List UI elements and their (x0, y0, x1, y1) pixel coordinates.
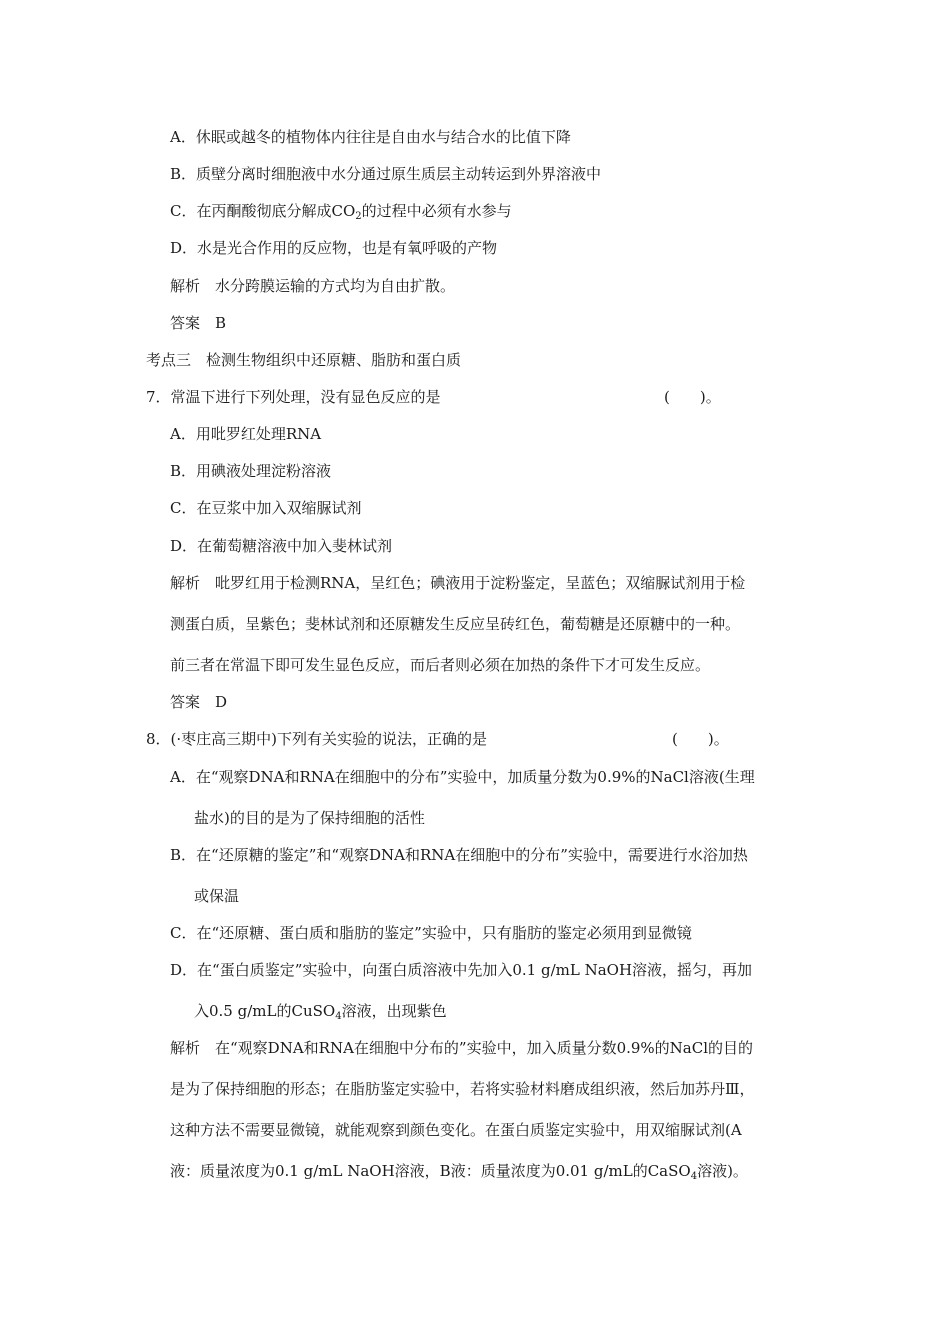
q8-option-d-cont (194, 1001, 447, 1021)
q7-answer: 答案 D (170, 693, 228, 711)
q7-stem: 7．常温下进行下列处理，没有显色反应的是 (146, 388, 441, 406)
q7-option-a: A．用吡罗红处理RNA (170, 425, 322, 443)
q8-option-d-cont-text-end: 溶液，出现紫色 (341, 1002, 447, 1020)
q6-option-c-text-end: 的过程中必须有水参与 (361, 202, 512, 220)
q6-option-a: A．休眠或越冬的植物体内往往是自由水与结合水的比值下降 (170, 128, 571, 146)
q6-analysis: 解析 水分跨膜运输的方式均为自由扩散。 (170, 277, 456, 295)
q8-option-d: D．在“蛋白质鉴定”实验中，向蛋白质溶液中先加入0.1 g/mL NaOH溶液，摇匀，再加 (170, 961, 753, 979)
q6-option-b: B．质壁分离时细胞液中水分通过原生质层主动转运到外界溶液中 (170, 165, 602, 183)
q7-analysis-line: 测蛋白质，呈紫色；斐林试剂和还原糖发生反应呈砖红色，葡萄糖是还原糖中的一种。 (170, 615, 741, 633)
q8-analysis-last-text-end: 溶液)。 (697, 1162, 748, 1180)
q7-option-d: D．在葡萄糖溶液中加入斐林试剂 (170, 537, 393, 555)
q7-analysis-line: 解析 吡罗红用于检测RNA，呈红色；碘液用于淀粉鉴定，呈蓝色；双缩脲试剂用于检 (170, 574, 746, 592)
q7-option-b: B．用碘液处理淀粉溶液 (170, 462, 332, 480)
q8-answer-blank: ( )。 (672, 730, 729, 748)
q8-option-d-subscript: 4 (335, 1011, 342, 1022)
section-title: 考点三 检测生物组织中还原糖、脂肪和蛋白质 (146, 351, 462, 369)
q8-stem: 8．(·枣庄高三期中)下列有关实验的说法，正确的是 (146, 730, 488, 748)
q8-option-d-cont-text: 入0.5 g/mL的CuSO (194, 1002, 336, 1020)
q7-option-c: C．在豆浆中加入双缩脲试剂 (170, 499, 362, 517)
q6-option-d: D．水是光合作用的反应物，也是有氧呼吸的产物 (170, 239, 498, 257)
q6-option-c-text: C．在丙酮酸彻底分解成CO (170, 202, 356, 220)
q8-analysis-subscript: 4 (690, 1171, 698, 1182)
q8-option-b-cont: 或保温 (194, 887, 240, 905)
q8-option-c: C．在“还原糖、蛋白质和脂肪的鉴定”实验中，只有脂肪的鉴定必须用到显微镜 (170, 924, 692, 942)
q8-option-a-cont: 盐水)的目的是为了保持细胞的活性 (194, 809, 425, 827)
q8-analysis-line: 这种方法不需要显微镜，就能观察到颜色变化。在蛋白质鉴定实验中，用双缩脲试剂(A (170, 1121, 742, 1139)
q8-option-b: B．在“还原糖的鉴定”和“观察DNA和RNA在细胞中的分布”实验中，需要进行水浴加热 (170, 846, 748, 864)
q6-option-c-subscript: 2 (355, 211, 362, 222)
q8-analysis-line-last (170, 1161, 748, 1181)
q7-analysis-line: 前三者在常温下即可发生显色反应，而后者则必须在加热的条件下才可发生反应。 (170, 656, 711, 674)
q6-option-c (170, 201, 512, 221)
q8-option-a: A．在“观察DNA和RNA在细胞中的分布”实验中，加质量分数为0.9%的NaCl溶液(生理 (170, 768, 755, 786)
q8-analysis-line: 是为了保持细胞的形态；在脂肪鉴定实验中，若将实验材料磨成组织液，然后加苏丹Ⅲ， (170, 1080, 755, 1098)
q6-answer: 答案 B (170, 314, 227, 332)
q8-analysis-line: 解析 在“观察DNA和RNA在细胞中分布的”实验中，加入质量分数0.9%的NaCl的目的 (170, 1039, 754, 1057)
q7-answer-blank: ( )。 (664, 388, 721, 406)
q8-analysis-last-text: 液：质量浓度为0.1 g/mL NaOH溶液，B液：质量浓度为0.01 g/mL的CaSO (170, 1162, 691, 1180)
